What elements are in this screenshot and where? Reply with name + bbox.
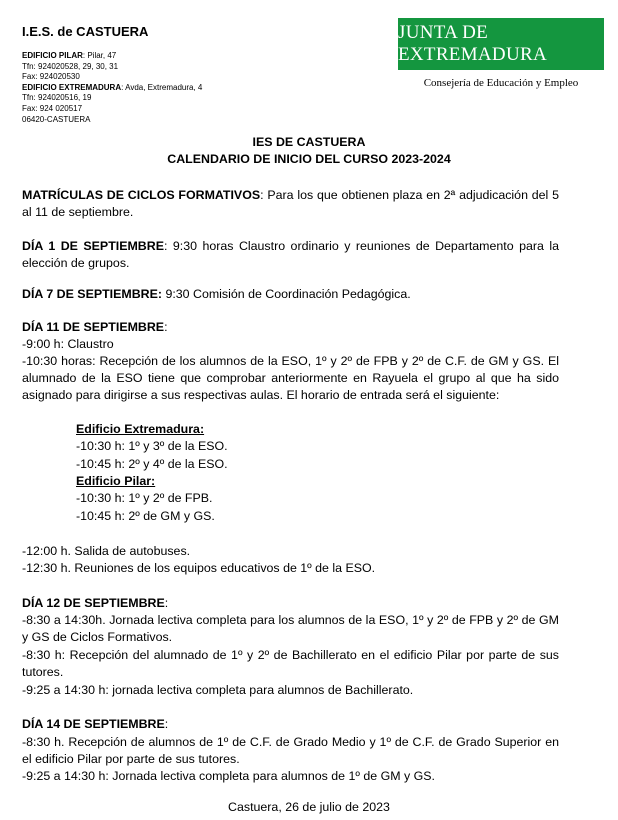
contact-line: EDIFICIO EXTREMADURA: Avda, Extremadura, 4 bbox=[22, 82, 203, 92]
schedule-item: -10:30 h: 1º y 2º de FPB. bbox=[76, 491, 213, 505]
document-title-line1: IES DE CASTUERA bbox=[252, 135, 366, 149]
contact-line: Tfn: 924020516, 19 bbox=[22, 93, 92, 103]
dia12-paragraph-2: -8:30 h: Recepción del alumnado de 1º y 2º de Bachillerato en el edificio Pilar por parte de sus tutores. bbox=[22, 648, 559, 679]
dia14-heading: DÍA 14 DE SEPTIEMBRE: bbox=[22, 717, 169, 731]
dia12-paragraph-1: -8:30 a 14:30h. Jornada lectiva completa para los alumnos de la ESO, 1º y 2º de FPB y 2º de GM y GS de Ciclos Formativos. bbox=[22, 613, 559, 644]
edificio-extremadura-heading: Edificio Extremadura: bbox=[76, 422, 205, 436]
contact-line: 06420-CASTUERA bbox=[22, 114, 91, 124]
dia11-recepcion: -10:30 horas: Recepción de los alumnos de la ESO, 1º y 2º de FPB y 2º de C.F. de GM y GS. El alumnado de la ESO tiene que comprobar anteriormente en Rayuela el grupo al que ha sido asignado para dirigirse a sus respectivas aulas. El horario de entrada será el siguiente: bbox=[22, 354, 559, 402]
dia11-heading: DÍA 11 DE SEPTIEMBRE: bbox=[22, 320, 168, 334]
junta-logo-subtitle: Consejería de Educación y Empleo bbox=[423, 77, 579, 89]
dia7-paragraph: DÍA 7 DE SEPTIEMBRE: 9:30 Comisión de Coordinación Pedagógica. bbox=[22, 287, 411, 301]
dia12-heading: DÍA 12 DE SEPTIEMBRE: bbox=[22, 596, 169, 610]
dia1-paragraph: DÍA 1 DE SEPTIEMBRE: 9:30 horas Claustro ordinario y reuniones de Departamento para la elección de grupos. bbox=[22, 239, 559, 270]
edificio-pilar-heading: Edificio Pilar: bbox=[76, 474, 156, 488]
dia12-paragraph-3: -9:25 a 14:30 h: jornada lectiva completa para alumnos de Bachillerato. bbox=[22, 683, 414, 697]
dia14-paragraph-2: -9:25 a 14:30 h: Jornada lectiva completa para alumnos de 1º de GM y GS. bbox=[22, 769, 435, 783]
dia11-autobuses: -12:00 h. Salida de autobuses. bbox=[22, 544, 191, 558]
junta-logo: JUNTA DE EXTREMADURA bbox=[398, 18, 604, 70]
matriculas-paragraph: MATRÍCULAS DE CICLOS FORMATIVOS: Para los que obtienen plaza en 2ª adjudicación del 5 al 11 de septiembre. bbox=[22, 188, 559, 219]
footer-date: Castuera, 26 de julio de 2023 bbox=[228, 800, 390, 814]
dia14-paragraph-1: -8:30 h. Recepción de alumnos de 1º de C.F. de Grado Medio y 1º de C.F. de Grado Superior en el edificio Pilar por parte de sus tutores. bbox=[22, 735, 559, 766]
schedule-item: -10:45 h: 2º de GM y GS. bbox=[76, 509, 215, 523]
dia11-claustro: -9:00 h: Claustro bbox=[22, 337, 114, 351]
schedule-item: -10:30 h: 1º y 3º de la ESO. bbox=[76, 439, 228, 453]
schedule-item: -10:45 h: 2º y 4º de la ESO. bbox=[76, 457, 228, 471]
contact-line: EDIFICIO PILAR: Pilar, 47 bbox=[22, 51, 117, 60]
contact-line: Tfn: 924020528, 29, 30, 31 bbox=[22, 61, 119, 71]
contact-line: Fax: 924 020517 bbox=[22, 103, 83, 113]
contact-line: Fax: 924020530 bbox=[22, 72, 80, 82]
contact-block bbox=[22, 51, 202, 125]
school-name: I.E.S. de CASTUERA bbox=[22, 24, 149, 39]
document-title-line2: CALENDARIO DE INICIO DEL CURSO 2023-2024 bbox=[167, 152, 451, 166]
dia11-reuniones: -12:30 h. Reuniones de los equipos educativos de 1º de la ESO. bbox=[22, 561, 376, 575]
